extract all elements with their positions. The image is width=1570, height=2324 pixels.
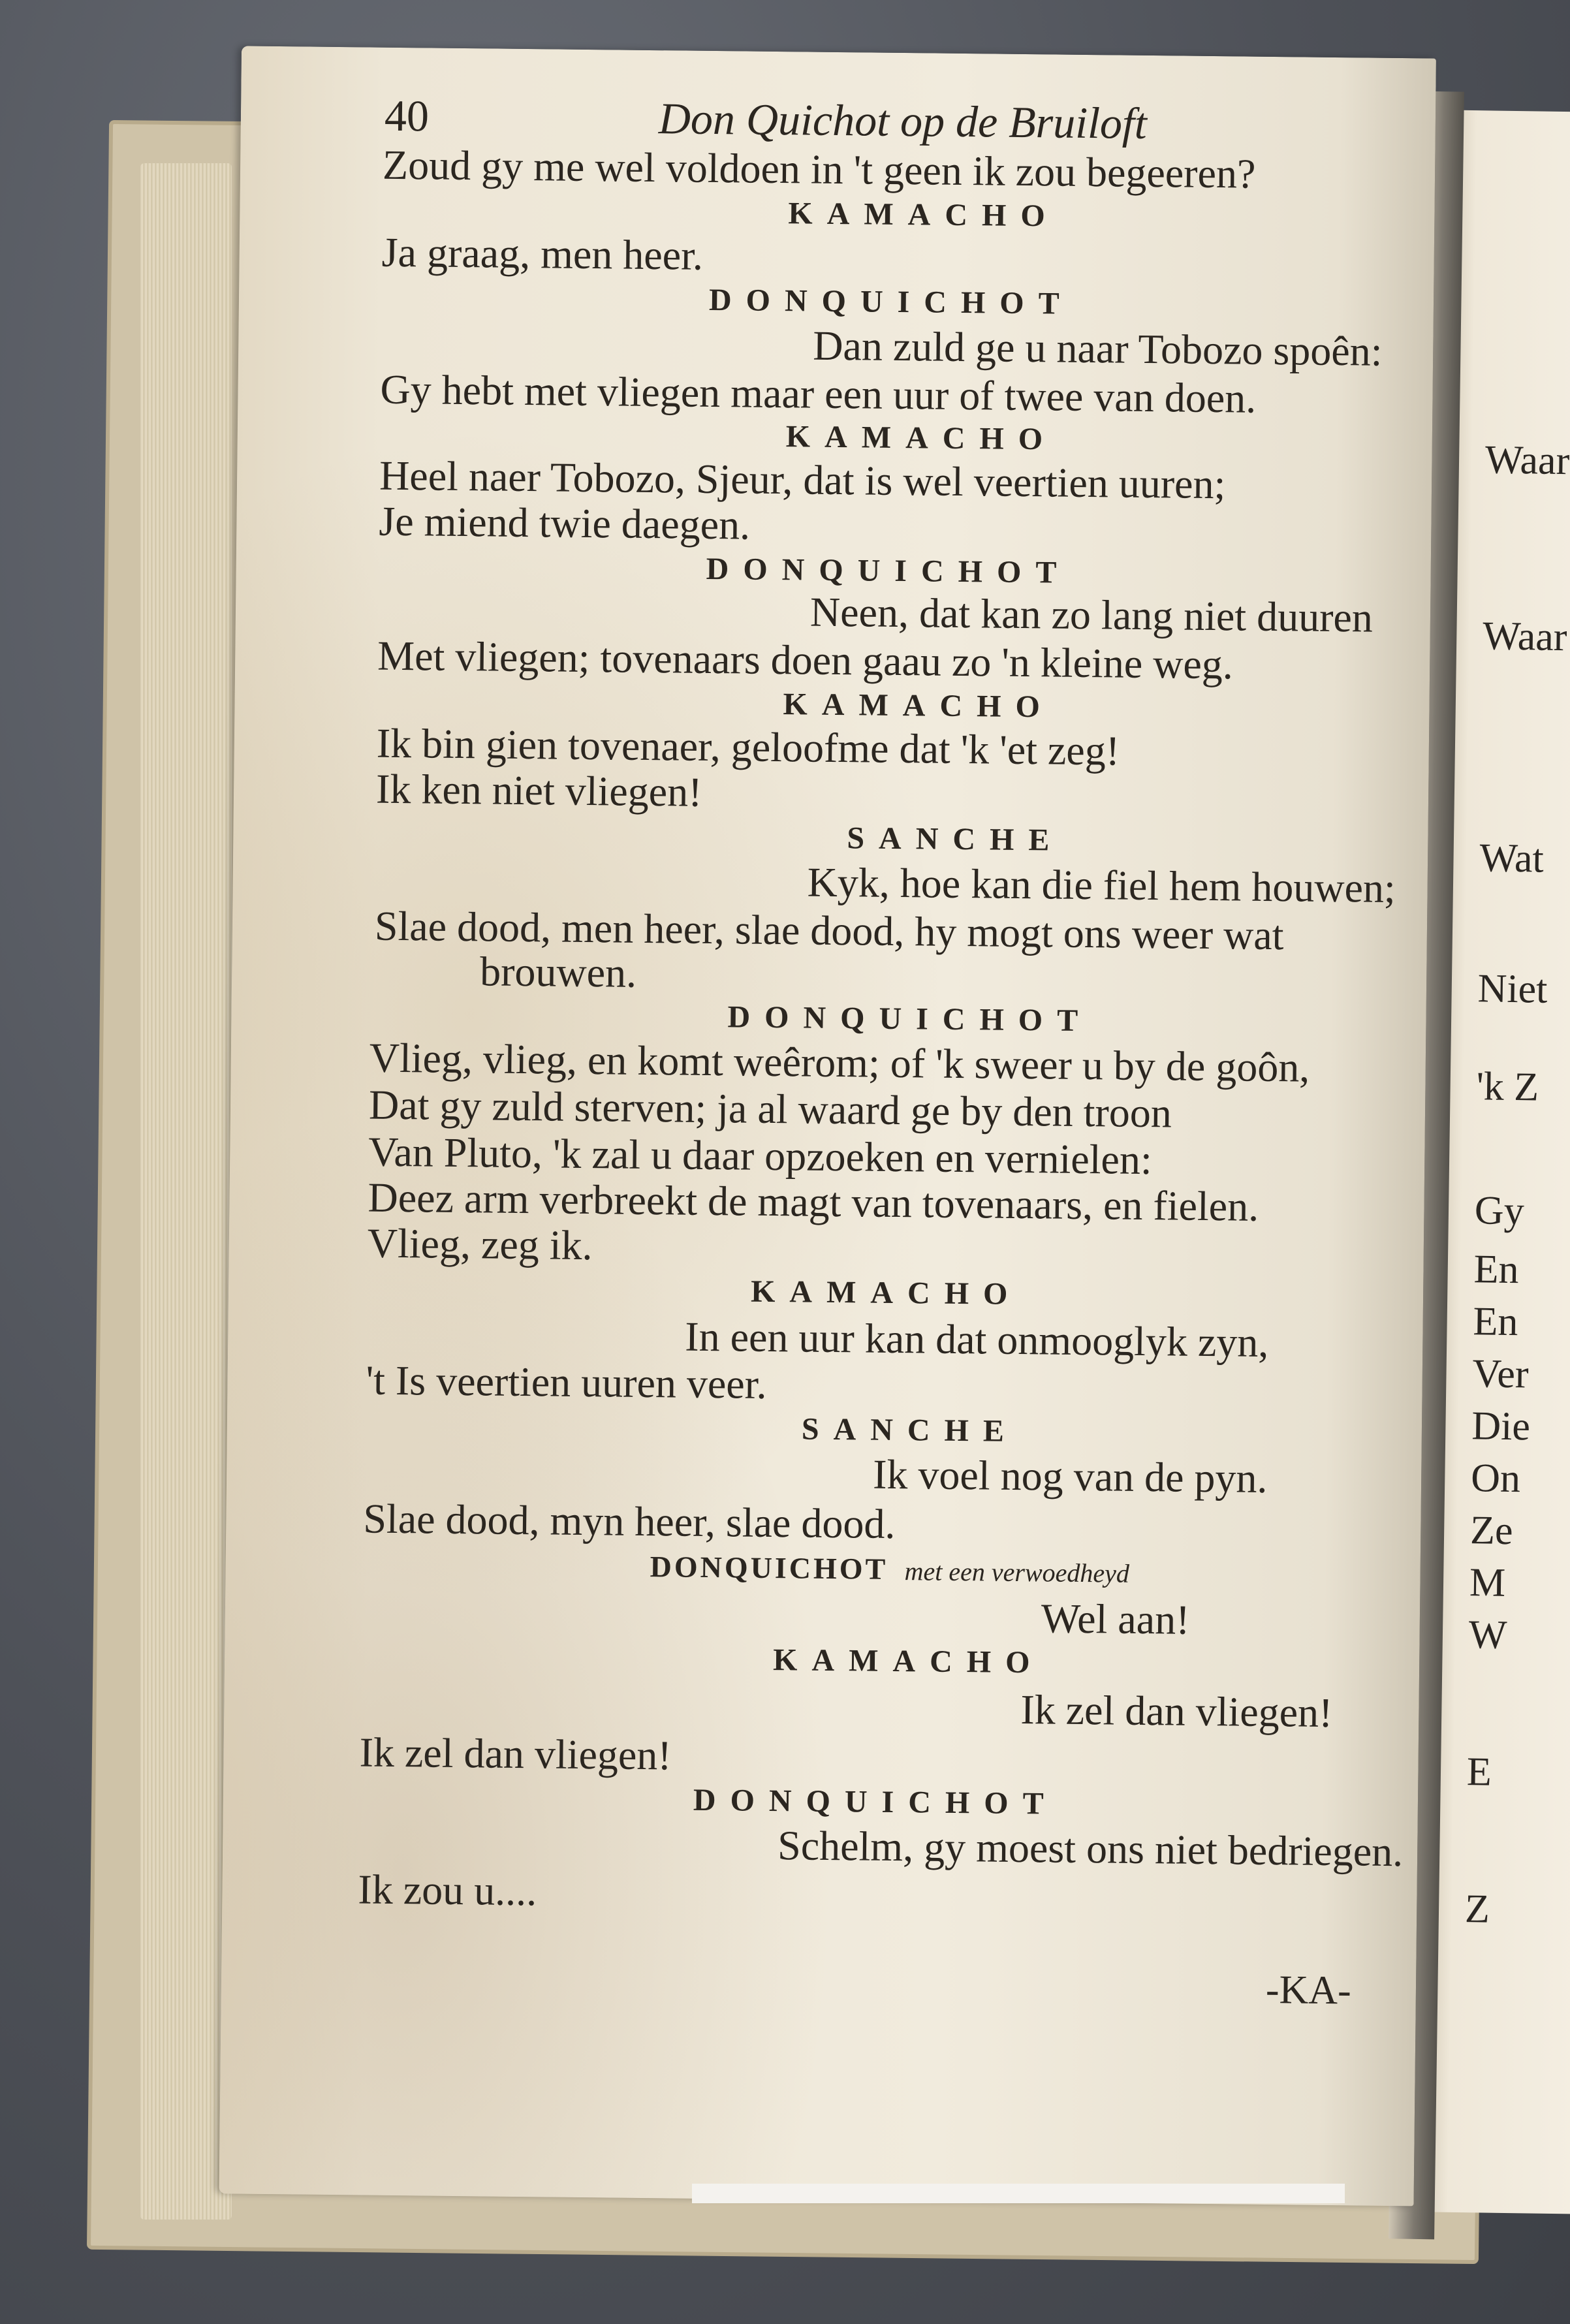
verse-line: Slae dood, men heer, slae dood, hy mogt ons weer wat xyxy=(374,902,1284,959)
verse-line: Met vliegen; tovenaars doen gaau zo 'n kleine weg. xyxy=(377,632,1234,688)
verse-line: Schelm, gy moest ons niet bedriegen. xyxy=(777,1822,1404,1876)
facing-fragment: E xyxy=(1466,1750,1492,1795)
verse-line: Wel aan! xyxy=(1041,1595,1190,1643)
speaker-name: KAMACHO xyxy=(785,419,1058,457)
verse-line: Slae dood, myn heer, slae dood. xyxy=(363,1495,896,1548)
verse-line: Ik zel dan vliegen! xyxy=(1020,1686,1333,1736)
speaker-name: DONQUICHOT xyxy=(706,551,1071,590)
verse-line: Zoud gy me wel voldoen in 't geen ik zou begeeren? xyxy=(382,141,1256,197)
verse-line: Neen, dat kan zo lang niet duuren xyxy=(809,588,1374,641)
verse-line: Heel naer Tobozo, Sjeur, dat is wel veertien uuren; xyxy=(379,452,1226,508)
facing-fragment: Waar xyxy=(1482,614,1567,660)
speaker-name: DONQUICHOT xyxy=(650,1550,888,1586)
speaker-name: KAMACHO xyxy=(783,687,1055,725)
facing-fragment: W xyxy=(1468,1612,1507,1657)
speaker-name: DONQUICHOT xyxy=(693,1782,1058,1821)
verse-line: 't Is veertien uuren veer. xyxy=(366,1357,767,1407)
verse-line: In een uur kan dat onmooglyk zyn, xyxy=(685,1313,1269,1366)
facing-fragment: En xyxy=(1473,1247,1520,1293)
facing-fragment: Wat xyxy=(1479,836,1545,881)
speaker-name: SANCHE xyxy=(847,821,1064,858)
verse-line: Dan zuld ge u naar Tobozo spoên: xyxy=(812,322,1383,375)
speaker-name: KAMACHO xyxy=(788,196,1060,234)
verse-line: brouwen. xyxy=(479,948,637,996)
verse-line: Kyk, hoe kan die fiel hem houwen; xyxy=(807,858,1396,911)
facing-fragment: Niet xyxy=(1477,966,1548,1012)
page-edges xyxy=(140,163,232,2220)
verse-line: Ik zel dan vliegen! xyxy=(359,1729,672,1779)
verse-line: Ik zou u.... xyxy=(358,1866,537,1915)
facing-fragment: Z xyxy=(1464,1887,1490,1932)
bottom-edge-strip xyxy=(692,2184,1345,2203)
facing-fragment: Die xyxy=(1471,1404,1531,1449)
verse-line: Ik ken niet vliegen! xyxy=(375,765,702,815)
verse-line: Ik bin gien tovenaer, geloofme dat 'k 'et zeg! xyxy=(376,719,1120,774)
facing-fragment: Ver xyxy=(1471,1351,1530,1397)
facing-fragment: Gy xyxy=(1474,1188,1525,1234)
verse-line: Ja graag, men heer. xyxy=(381,228,704,279)
verse-line: Deez arm verbreekt de magt van tovenaars, en fielen. xyxy=(368,1174,1259,1230)
speaker-name: KAMACHO xyxy=(772,1642,1044,1680)
speaker-name: DONQUICHOT xyxy=(727,999,1093,1039)
speaker-name: SANCHE xyxy=(801,1411,1019,1449)
facing-fragment: On xyxy=(1470,1456,1521,1501)
stage-direction: met een verwoedheyd xyxy=(904,1556,1130,1588)
verse-line: Gy hebt met vliegen maar een uur of twee van doen. xyxy=(380,366,1257,422)
verse-line: Ik voel nog van de pyn. xyxy=(872,1451,1268,1501)
speaker-name: DONQUICHOT xyxy=(708,282,1074,321)
facing-fragment: Ze xyxy=(1469,1508,1513,1554)
left-page xyxy=(219,46,1436,2206)
facing-fragment: M xyxy=(1469,1560,1506,1605)
page-number: 40 xyxy=(384,90,430,141)
verse-line: Je miend twie daegen. xyxy=(379,497,751,548)
facing-fragment: En xyxy=(1473,1299,1518,1345)
catchword: -KA- xyxy=(1265,1968,1352,2013)
facing-fragment: 'k Z xyxy=(1476,1064,1539,1110)
running-head: Don Quichot op de Bruiloft xyxy=(658,93,1148,148)
speaker-name: KAMACHO xyxy=(750,1274,1022,1312)
facing-fragment: Waar xyxy=(1484,437,1570,484)
verse-line: Van Pluto, 'k zal u daar opzoeken en vernielen: xyxy=(368,1128,1153,1184)
verse-line: Dat gy zuld sterven; ja al waard ge by den troon xyxy=(368,1081,1172,1137)
verse-line: Vlieg, vlieg, en komt weêrom; of 'k sweer u by de goôn, xyxy=(369,1034,1310,1091)
verse-line: Vlieg, zeg ik. xyxy=(367,1219,593,1269)
